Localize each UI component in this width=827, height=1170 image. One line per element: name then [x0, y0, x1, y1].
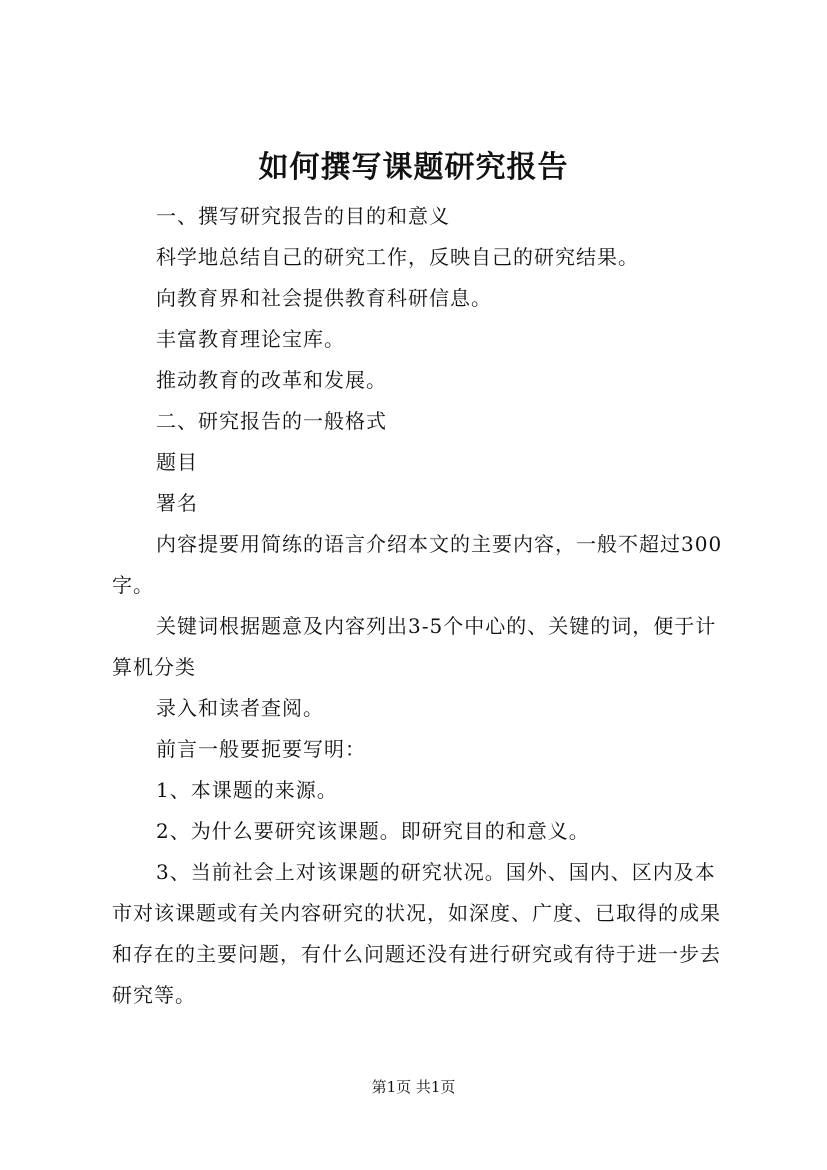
- page-number-footer: 第1页 共1页: [371, 1078, 456, 1096]
- paragraph: 二、研究报告的一般格式: [156, 409, 387, 433]
- paragraph: 一、撰写研究报告的目的和意义: [156, 204, 450, 228]
- paragraph: 内容提要用简练的语言介绍本文的主要内容，一般不超过300字。: [112, 532, 723, 597]
- paragraph: 推动教育的改革和发展。: [156, 368, 387, 392]
- paragraph: 2、为什么要研究该课题。即研究目的和意义。: [156, 819, 590, 843]
- paragraph: 录入和读者查阅。: [156, 696, 324, 720]
- paragraph: 3、当前社会上对该课题的研究状况。国外、国内、区内及本市对该课题或有关内容研究的状况，如深度、广度、已取得的成果和存在的主要问题，有什么问题还没有进行研究或有待于进一步去研究等。: [112, 860, 721, 1007]
- paragraph: 科学地总结自己的研究工作，反映自己的研究结果。: [156, 245, 639, 269]
- paragraph: 署名: [156, 491, 198, 515]
- paragraph: 丰富教育理论宝库。: [156, 327, 345, 351]
- paragraph: 题目: [156, 450, 198, 474]
- paragraph: 向教育界和社会提供教育科研信息。: [156, 286, 492, 310]
- document-body: [112, 196, 724, 1016]
- paragraph: 1、本课题的来源。: [156, 778, 338, 802]
- document-title: 如何撰写课题研究报告: [258, 150, 569, 185]
- paragraph: 前言一般要扼要写明：: [156, 737, 366, 761]
- paragraph: 关键词根据题意及内容列出3-5个中心的、关键的词，便于计算机分类: [112, 614, 717, 679]
